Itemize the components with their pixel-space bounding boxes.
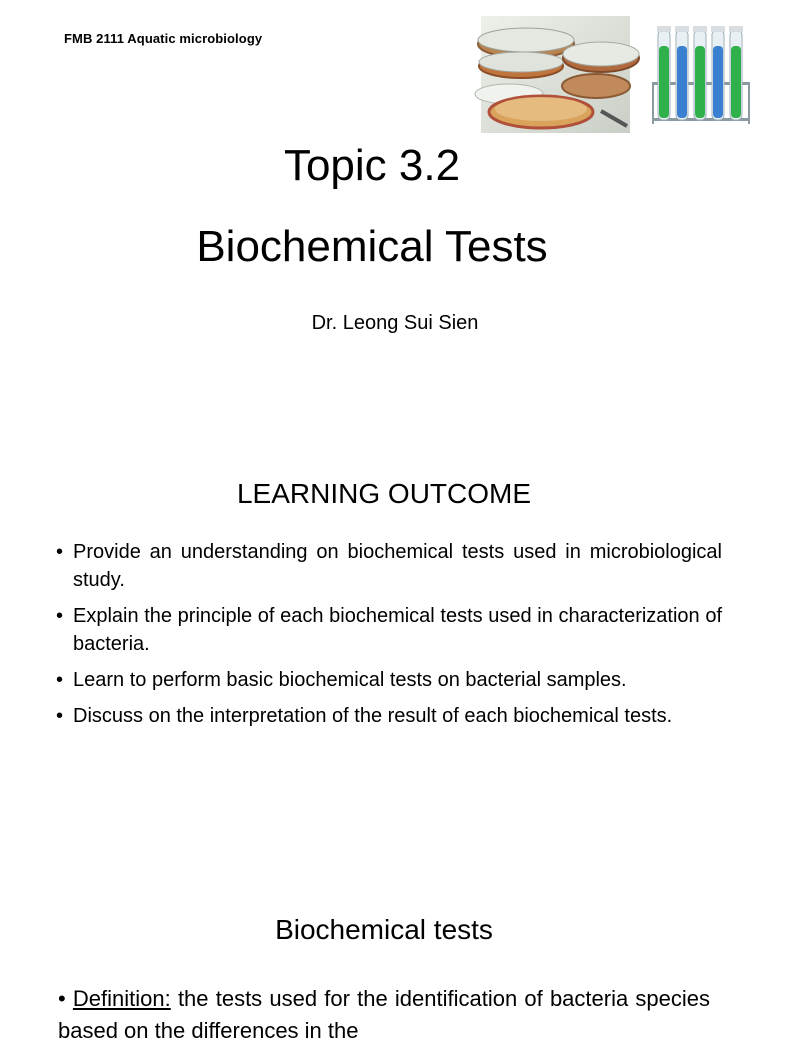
outcome-item: • Explain the principle of each biochemical tests used in characterization of bacteria. [56,602,722,658]
biochemical-tests-slide [0,895,768,1043]
author-name: Dr. Leong Sui Sien [311,312,479,334]
course-label: FMB 2111 Aquatic microbiology [64,31,263,46]
definition-paragraph: • Definition: the tests used for the identification of bacteria species based on the differences in the [58,986,710,1043]
topic-title: Topic 3.2 [283,141,461,190]
definition-term: Definition: [72,986,171,1011]
biochemical-tests-heading: Biochemical tests [275,914,493,945]
learning-outcome-slide [0,455,768,875]
outcome-item: • Learn to perform basic biochemical tests on bacterial samples. [56,666,722,694]
outcome-item: • Discuss on the interpretation of the result of each biochemical tests. [56,702,722,730]
test-tubes-image [648,22,754,128]
definition-text: the tests used for the identification of bacteria species based on the differences in the [58,986,710,1043]
title-slide [0,0,768,430]
learning-outcome-heading: LEARNING OUTCOME [236,478,532,509]
petri-dish-image [481,16,630,133]
outcome-item: • Provide an understanding on biochemical tests used in microbiological study. [56,538,722,594]
outcome-list [56,538,722,738]
slide-title: Biochemical Tests [196,222,548,271]
